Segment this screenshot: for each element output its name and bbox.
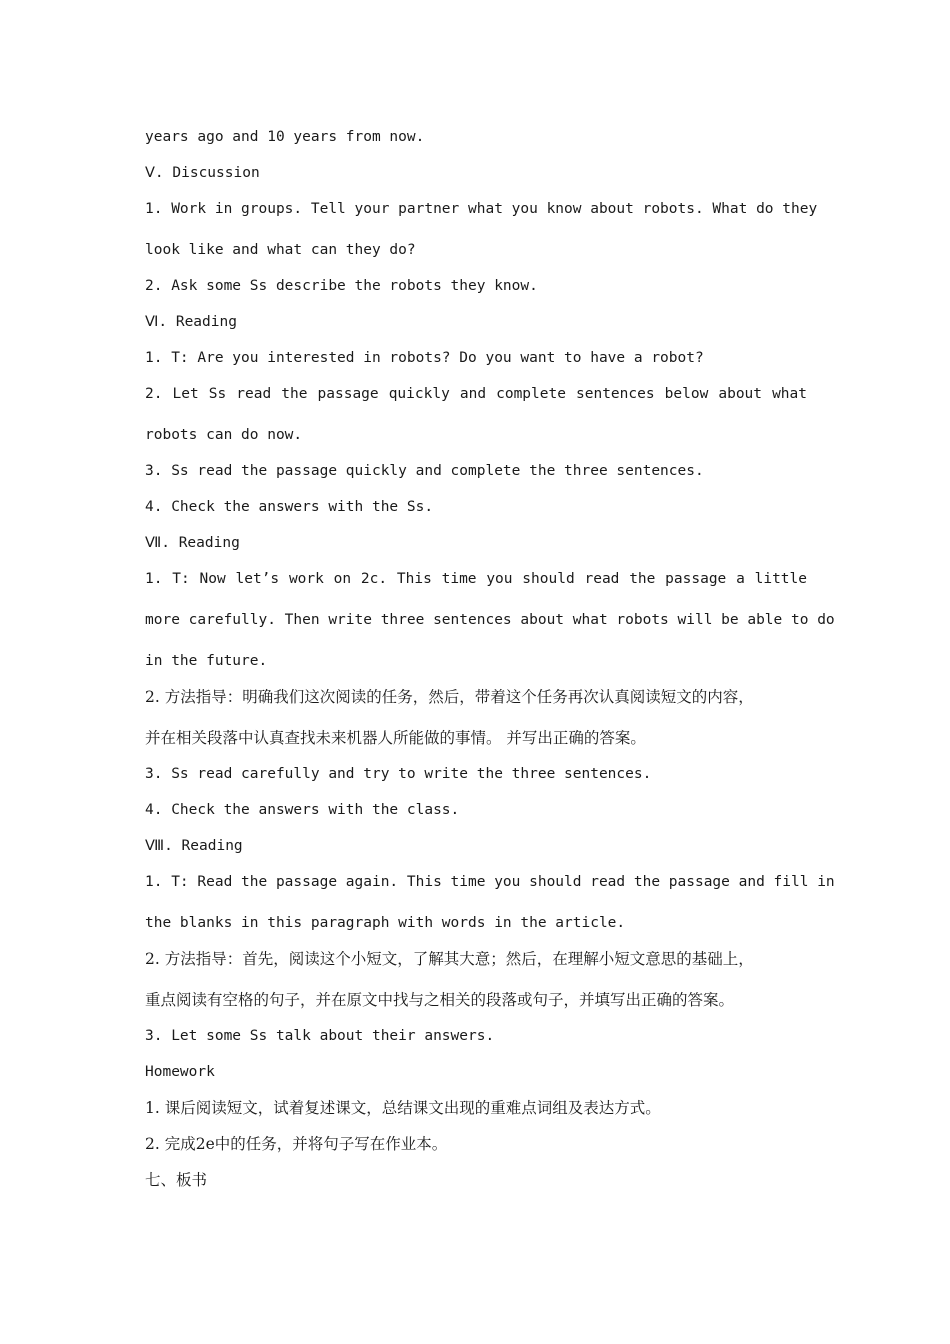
text-line: in the future. [145, 653, 268, 669]
text-line: 重点阅读有空格的句子，并在原文中找与之相关的段落或句子，并填写出正确的答案。 [145, 991, 735, 1009]
section-heading-blackboard: 七、板书 [145, 1171, 208, 1189]
text-line: look like and what can they do? [145, 242, 416, 258]
text-line: 3. Ss read carefully and try to write the three sentences. [145, 766, 652, 782]
text-line: 1. Work in groups. Tell your partner what you know about robots. What do they [145, 201, 818, 217]
text-line: 2. 完成2e中的任务，并将句子写在作业本。 [145, 1135, 448, 1153]
section-heading-reading-7: Ⅶ. Reading [145, 535, 240, 551]
text-line: 2. Ask some Ss describe the robots they know. [145, 278, 538, 294]
text-line: 1. T: Now let’s work on 2c. This time you should read the passage a little [145, 571, 807, 587]
text-line: 3. Ss read the passage quickly and complete the three sentences. [145, 463, 704, 479]
text-line: 4. Check the answers with the Ss. [145, 499, 434, 515]
text-line: 2. Let Ss read the passage quickly and complete sentences below about what [145, 386, 807, 402]
text-line: more carefully. Then write three sentences about what robots will be able to do [145, 612, 835, 628]
text-line: 3. Let some Ss talk about their answers. [145, 1028, 495, 1044]
section-heading-discussion: Ⅴ. Discussion [145, 165, 260, 181]
text-line: 1. T: Are you interested in robots? Do you want to have a robot? [145, 350, 704, 366]
text-line: 4. Check the answers with the class. [145, 802, 460, 818]
text-line: robots can do now. [145, 427, 303, 443]
text-line: the blanks in this paragraph with words in the article. [145, 915, 626, 931]
section-heading-homework: Homework [145, 1064, 215, 1080]
text-line: 1. T: Read the passage again. This time you should read the passage and fill in [145, 874, 835, 890]
text-line: years ago and 10 years from now. [145, 129, 425, 145]
text-line: 并在相关段落中认真查找未来机器人所能做的事情。 并写出正确的答案。 [145, 729, 646, 747]
text-line: 2. 方法指导：明确我们这次阅读的任务，然后，带着这个任务再次认真阅读短文的内容， [145, 688, 754, 706]
section-heading-reading-6: Ⅵ. Reading [145, 314, 237, 330]
text-line: 2. 方法指导：首先，阅读这个小短文，了解其大意；然后，在理解小短文意思的基础上， [145, 950, 754, 968]
section-heading-reading-8: Ⅷ. Reading [145, 838, 243, 854]
text-line: 1. 课后阅读短文，试着复述课文，总结课文出现的重难点词组及表达方式。 [145, 1099, 661, 1117]
